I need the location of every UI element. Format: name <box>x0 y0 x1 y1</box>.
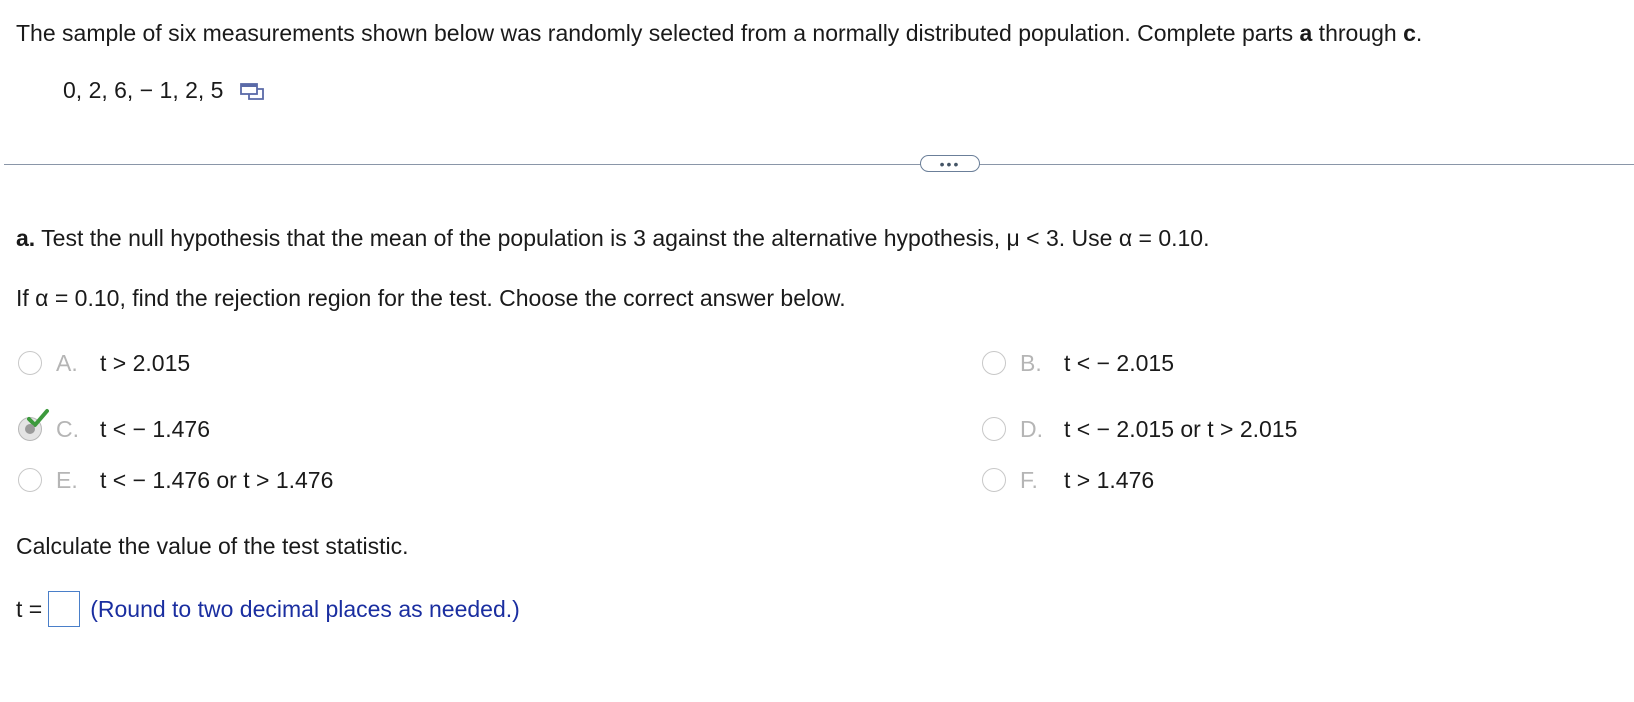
option-c-text: t < − 1.476 <box>100 416 210 442</box>
part-a-label: a. <box>16 225 36 251</box>
option-b-text: t < − 2.015 <box>1064 350 1174 376</box>
intro-through: through <box>1312 20 1404 46</box>
checkmark-icon <box>27 408 49 428</box>
problem-intro <box>16 18 1422 48</box>
option-b-letter: B. <box>1020 350 1042 376</box>
option-d[interactable] <box>982 414 1297 444</box>
calc-test-statistic-label: Calculate the value of the test statistic. <box>16 533 409 559</box>
option-a-radio[interactable] <box>18 351 42 375</box>
option-b-radio[interactable] <box>982 351 1006 375</box>
option-c-letter: C. <box>56 416 79 442</box>
option-d-letter: D. <box>1020 416 1043 442</box>
rejection-region-question: If α = 0.10, find the rejection region for the test. Choose the correct answer below. <box>16 285 846 311</box>
option-b[interactable] <box>982 348 1174 378</box>
option-c[interactable] <box>18 414 210 444</box>
copy-data-icon[interactable] <box>239 79 265 101</box>
option-e[interactable] <box>18 465 333 495</box>
option-e-text: t < − 1.476 or t > 1.476 <box>100 467 334 493</box>
option-d-text: t < − 2.015 or t > 2.015 <box>1064 416 1298 442</box>
option-f-letter: F. <box>1020 467 1038 493</box>
option-c-radio[interactable] <box>18 417 42 441</box>
rounding-hint: (Round to two decimal places as needed.) <box>90 596 520 622</box>
t-value-input[interactable] <box>48 591 80 627</box>
part-a-question <box>16 223 1210 253</box>
intro-part-a: a <box>1299 20 1313 46</box>
option-d-radio[interactable] <box>982 417 1006 441</box>
option-f-radio[interactable] <box>982 468 1006 492</box>
section-divider <box>4 164 1634 165</box>
ellipsis-icon: ••• <box>939 155 961 172</box>
answer-row <box>16 591 520 627</box>
part-a-text: Test the null hypothesis that the mean of the population is 3 against the alternative hypothesis, μ < 3. Use α = 0.10. <box>35 225 1210 251</box>
intro-part-c: c <box>1403 20 1416 46</box>
sample-data-row <box>63 75 265 105</box>
intro-text: The sample of six measurements shown below was randomly selected from a normally distributed population. Complete parts <box>16 20 1300 46</box>
option-a-text: t > 2.015 <box>100 350 191 376</box>
option-a[interactable] <box>18 348 190 378</box>
expand-more-button[interactable] <box>920 155 980 172</box>
t-equals-label: t = <box>16 596 43 622</box>
option-f[interactable] <box>982 465 1154 495</box>
intro-period: . <box>1415 20 1423 46</box>
option-a-letter: A. <box>56 350 78 376</box>
sample-values: 0, 2, 6, − 1, 2, 5 <box>63 77 224 103</box>
option-f-text: t > 1.476 <box>1064 467 1155 493</box>
option-e-radio[interactable] <box>18 468 42 492</box>
option-e-letter: E. <box>56 467 78 493</box>
